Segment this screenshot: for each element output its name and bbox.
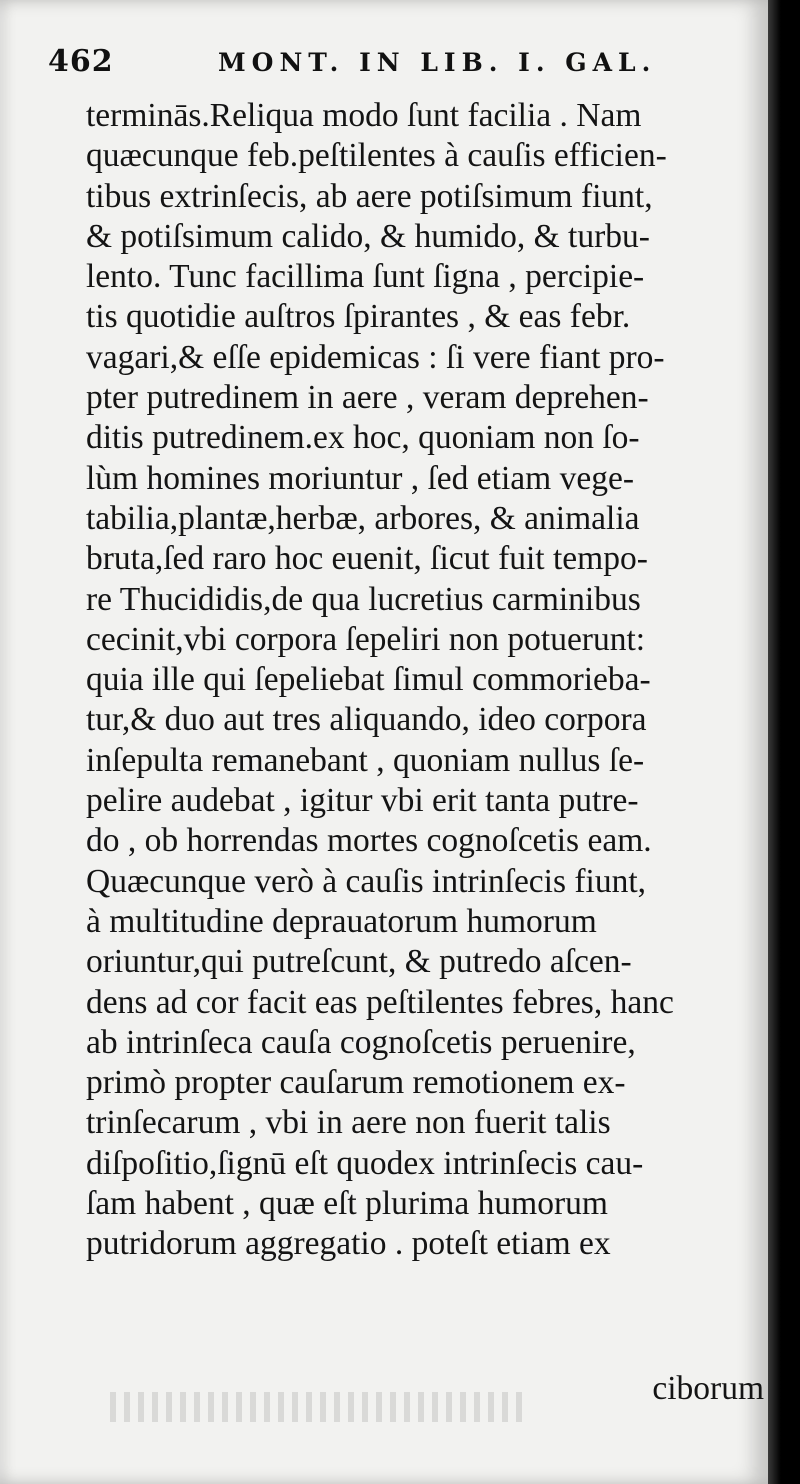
text-line: à multitudine deprauatorum humorum: [86, 902, 597, 940]
text-line: diſpoſitio,ſignū eſt quodex intrinſecis cau-: [86, 1144, 644, 1182]
text-line: primò propter cauſarum remotionem ex-: [86, 1064, 626, 1102]
text-line: ditis putredinem.ex hoc, quoniam non ſo-: [86, 419, 640, 457]
catchword: ciborum: [652, 1370, 764, 1407]
text-line: tis quotidie auſtros ſpirantes , & eas febr.: [86, 298, 631, 336]
text-line: tabilia,plantæ,herbæ, arbores, & animalia: [86, 499, 640, 537]
text-line: do , ob horrendas mortes cognoſcetis eam.: [86, 822, 652, 860]
page-edge-shadow: [768, 0, 800, 1484]
text-line: tibus extrinſecis, ab aere potiſsimum fiunt,: [86, 177, 653, 215]
text-line: vagari,& eſſe epidemicas : ſi vere fiant pro-: [86, 338, 665, 376]
text-line: ſam habent , quæ eſt plurima humorum: [86, 1185, 608, 1223]
text-line: re Thucididis,de qua lucretius carminibus: [86, 580, 641, 618]
text-line: bruta,ſed raro hoc euenit, ſicut fuit tempo-: [86, 540, 648, 578]
text-line: lùm homines moriuntur , ſed etiam vege-: [86, 459, 634, 497]
page-header: [48, 44, 748, 88]
text-line: quia ille qui ſepeliebat ſimul commorieba-: [86, 661, 651, 699]
running-head: MONT. IN LIB. I. GAL.: [218, 48, 657, 77]
text-line: pter putredinem in aere , veram deprehen-: [86, 379, 649, 417]
text-line: lento. Tunc facillima ſunt ſigna , percipie-: [86, 258, 645, 296]
text-line: cecinit,vbi corpora ſepeliri non potuerunt:: [86, 620, 646, 658]
text-line: & potiſsimum calido, & humido, & turbu-: [86, 217, 650, 255]
text-line: trinſecarum , vbi in aere non fuerit talis: [86, 1104, 611, 1142]
text-line: ab intrinſeca cauſa cognoſcetis peruenire,: [86, 1023, 636, 1061]
body-text: [86, 96, 766, 1265]
text-line: oriuntur,qui putreſcunt, & putredo aſcen-: [86, 943, 632, 981]
text-line: putridorum aggregatio . poteſt etiam ex: [86, 1225, 611, 1263]
text-line: pelire audebat , igitur vbi erit tanta putre-: [86, 782, 639, 820]
text-line: dens ad cor facit eas peſtilentes febres, hanc: [86, 983, 674, 1021]
text-line: Quæcunque verò à cauſis intrinſecis fiunt,: [86, 862, 647, 900]
text-line: tur,& duo aut tres aliquando, ideo corpora: [86, 701, 647, 739]
page-number: 462: [48, 44, 114, 79]
text-line: inſepulta remanebant , quoniam nullus ſe-: [86, 741, 645, 779]
text-line: quæcunque feb.peſtilentes à cauſis efficien-: [86, 137, 667, 175]
text-line: terminās.Reliqua modo ſunt facilia . Nam: [86, 97, 642, 134]
